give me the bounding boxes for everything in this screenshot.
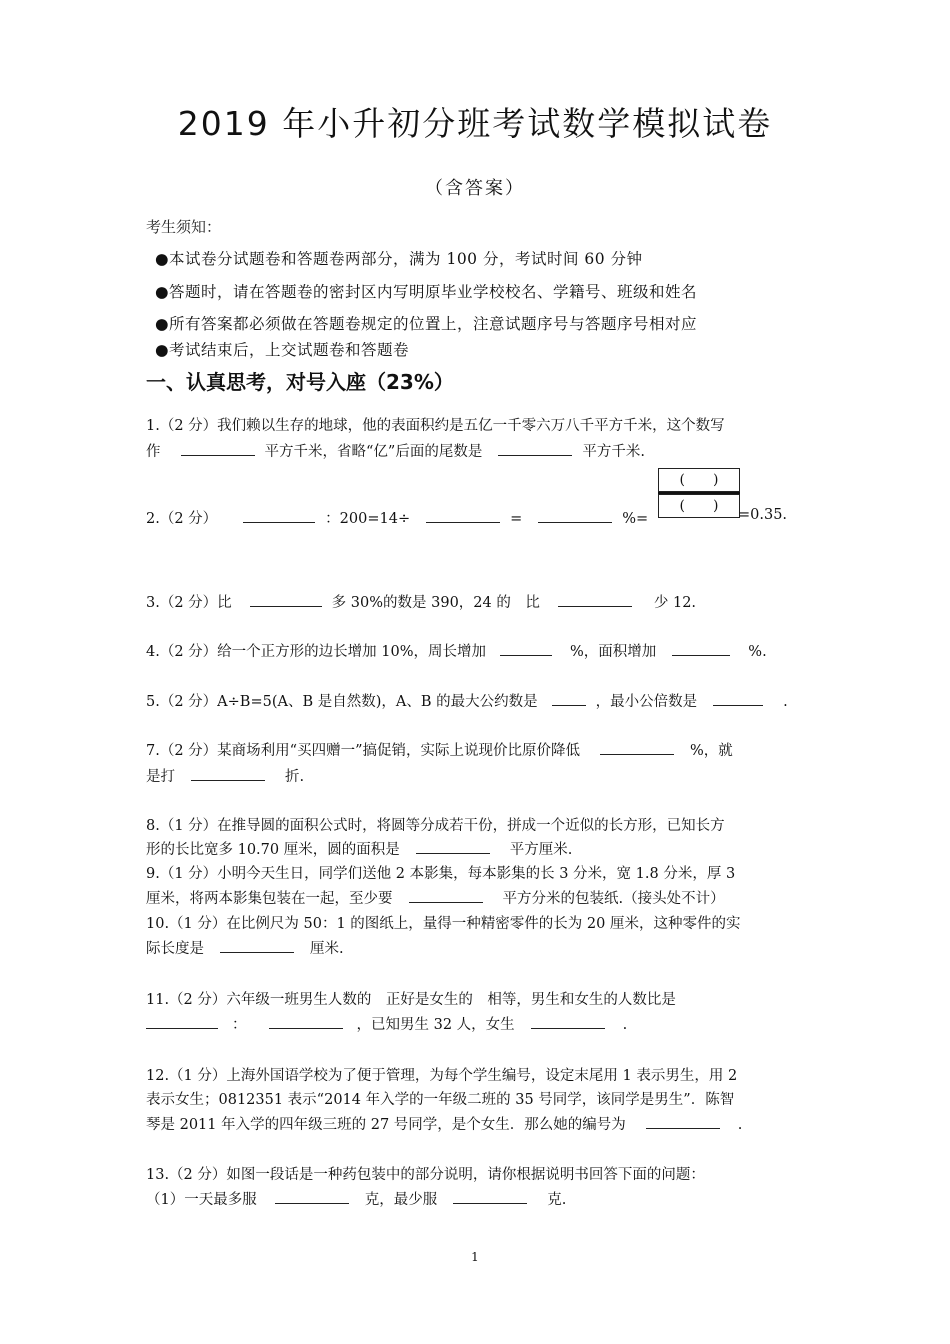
- q9-text-b: 平方分米的包装纸.（接头处不计）: [502, 891, 725, 907]
- question-12-line-1: 12.（1 分）上海外国语学校为了便于管理，为每个学生编号，设定末尾用 1 表示男生，用 2: [146, 1068, 738, 1084]
- q12-blank[interactable]: [646, 1127, 720, 1129]
- question-1-line-2: [146, 440, 645, 461]
- q8-blank[interactable]: [416, 852, 490, 854]
- question-4: [146, 640, 767, 661]
- q5-text-b: ，最小公倍数是: [595, 694, 698, 710]
- question-11-line-1: 11.（2 分）六年级一班男生人数的 正好是女生的 相等，男生和女生的人数比是: [146, 992, 676, 1008]
- q1-text-a: 作: [146, 444, 161, 460]
- question-7-line-1: [146, 739, 733, 760]
- q13-text-a: （1）一天最多服: [146, 1192, 257, 1208]
- q9-blank[interactable]: [409, 901, 483, 903]
- q3-text-c: 少 12.: [653, 595, 697, 611]
- q13-text-b: 克，最少服: [364, 1192, 438, 1208]
- q1-blank-2[interactable]: [498, 454, 572, 456]
- page-subtitle: （含答案）: [425, 178, 525, 199]
- question-9-line-2: [146, 887, 725, 908]
- q5-blank-1[interactable]: [552, 704, 586, 706]
- question-11-line-2: [146, 1013, 627, 1034]
- q1-text-c: 平方千米.: [582, 444, 645, 460]
- question-2: [146, 507, 648, 528]
- q3-blank-1[interactable]: [250, 605, 322, 607]
- q2-blank-1[interactable]: [243, 521, 315, 523]
- q12-text-b: .: [737, 1117, 743, 1133]
- q12-text-a: 琴是 2011 年入学的四年级三班的 27 号同学，是个女生．那么她的编号为: [146, 1117, 626, 1133]
- q2-text-a: 2.（2 分）: [146, 511, 218, 527]
- question-5: [146, 690, 788, 711]
- notice-item: ●所有答案都必须做在答题卷规定的位置上，注意试题序号与答题序号相对应: [155, 315, 698, 333]
- page-number: 1: [471, 1250, 479, 1264]
- question-12-line-2: 表示女生；0812351 表示“2014 年入学的一年级二班的 35 号同学，该同学是男生”．陈智: [146, 1092, 735, 1108]
- notice-item: ●答题时，请在答题卷的密封区内写明原毕业学校校名、学籍号、班级和姓名: [155, 283, 698, 301]
- q5-text-c: .: [783, 694, 788, 710]
- q10-text-a: 际长度是: [146, 941, 204, 957]
- q9-text-a: 厘米，将两本影集包装在一起，至少要: [146, 891, 393, 907]
- question-9-line-1: 9.（1 分）小明今天生日，同学们送他 2 本影集，每本影集的长 3 分米，宽 1.8 分米，厚 3: [146, 866, 736, 882]
- question-8-line-1: 8.（1 分）在推导圆的面积公式时，将圆等分成若干份，拼成一个近似的长方形，已知长方: [146, 818, 725, 834]
- question-10-line-2: [146, 937, 344, 958]
- q3-blank-2[interactable]: [558, 605, 632, 607]
- q7-text-b: %，就: [690, 743, 733, 759]
- q11-blank-3[interactable]: [531, 1027, 605, 1029]
- q3-text-a: 3.（2 分）比: [146, 595, 232, 611]
- q11-blank-1[interactable]: [146, 1027, 218, 1029]
- notice-item: ●本试卷分试题卷和答题卷两部分，满为 100 分，考试时间 60 分钟: [155, 250, 643, 268]
- q8-text-b: 平方厘米.: [509, 842, 573, 858]
- question-10-line-1: 10.（1 分）在比例尺为 50：1 的图纸上，量得一种精密零件的长为 20 厘米，这种零件的实: [146, 916, 741, 932]
- q5-text-a: 5.（2 分）A÷B=5(A、B 是自然数)，A、B 的最大公约数是: [146, 694, 538, 710]
- q13-blank-1[interactable]: [275, 1202, 349, 1204]
- q2-fraction: [658, 468, 740, 520]
- q2-blank-2[interactable]: [426, 521, 500, 523]
- question-1-line-1: 1.（2 分）我们赖以生存的地球，他的表面积约是五亿一千零六万八千平方千米，这个数写: [146, 418, 725, 434]
- q4-blank-1[interactable]: [500, 654, 552, 656]
- section-heading: 一、认真思考，对号入座（23%）: [146, 370, 454, 394]
- q1-blank-1[interactable]: [181, 454, 255, 456]
- q2-text-c: =: [510, 511, 523, 527]
- q5-blank-2[interactable]: [713, 704, 763, 706]
- q2-blank-3[interactable]: [538, 521, 612, 523]
- notice-heading: 考生须知：: [146, 218, 222, 236]
- q7-blank-2[interactable]: [191, 779, 265, 781]
- q4-blank-2[interactable]: [672, 654, 730, 656]
- q13-blank-2[interactable]: [453, 1202, 527, 1204]
- q7-text-d: 折.: [285, 769, 305, 785]
- q7-text-c: 是打: [146, 769, 175, 785]
- question-3: [146, 591, 696, 612]
- q1-text-b: 平方千米，省略“亿”后面的尾数是: [264, 444, 483, 460]
- q2-text-b: ：200=14÷: [325, 511, 411, 527]
- question-13-line-2: [146, 1188, 566, 1209]
- q11-blank-2[interactable]: [269, 1027, 343, 1029]
- q10-text-b: 厘米.: [310, 941, 344, 957]
- q11-text-c: .: [622, 1017, 628, 1033]
- question-12-line-3: [146, 1113, 742, 1134]
- q2-text-e: =0.35.: [738, 507, 788, 523]
- fraction-denominator[interactable]: ( ): [658, 494, 740, 518]
- question-8-line-2: [146, 838, 572, 859]
- q11-text-a: ：: [232, 1017, 247, 1033]
- page-title: 2019 年小升初分班考试数学模拟试卷: [177, 104, 773, 143]
- q7-blank-1[interactable]: [600, 753, 674, 755]
- fraction-numerator[interactable]: ( ): [658, 468, 740, 492]
- q4-text-a: 4.（2 分）给一个正方形的边长增加 10%，周长增加: [146, 644, 487, 660]
- q3-text-b: 多 30%的数是 390，24 的 比: [331, 595, 540, 611]
- q4-text-b: %，面积增加: [570, 644, 657, 660]
- q2-text-d: %=: [622, 511, 649, 527]
- notice-item: ●考试结束后，上交试题卷和答题卷: [155, 341, 410, 359]
- q8-text-a: 形的长比宽多 10.70 厘米，圆的面积是: [146, 842, 400, 858]
- q11-text-b: ，已知男生 32 人，女生: [356, 1017, 515, 1033]
- q10-blank[interactable]: [220, 951, 294, 953]
- question-7-line-2: [146, 765, 304, 786]
- q4-text-c: %.: [748, 644, 767, 660]
- q7-text-a: 7.（2 分）某商场利用“买四赠一”搞促销，实际上说现价比原价降低: [146, 743, 580, 759]
- q13-text-c: 克.: [547, 1192, 567, 1208]
- question-13-line-1: 13.（2 分）如图一段话是一种药包装中的部分说明，请你根据说明书回答下面的问题：: [146, 1167, 705, 1183]
